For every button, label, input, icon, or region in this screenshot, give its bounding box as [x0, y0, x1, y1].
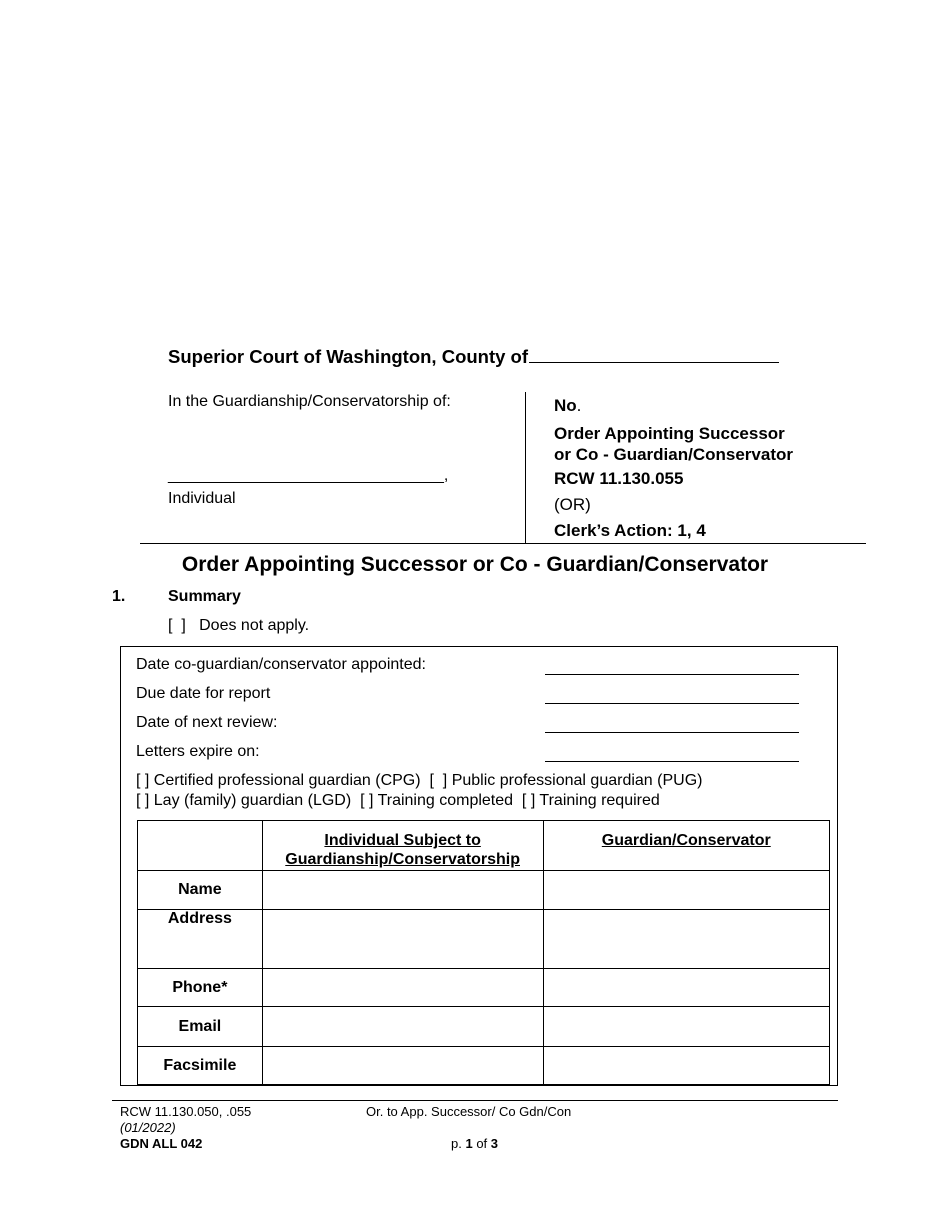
cell-guardian-facsimile[interactable]	[543, 1047, 829, 1085]
column-header-individual	[262, 821, 543, 871]
individual-name-blank: _______________________________,	[168, 467, 449, 484]
caption-doc-title-line2: or Co - Guardian/Conservator	[554, 445, 793, 464]
guardian-type-checkboxes-2[interactable]: [ ] Lay (family) guardian (LGD) [ ] Training completed [ ] Training required	[136, 792, 660, 809]
cell-individual-name[interactable]	[262, 871, 543, 910]
cell-individual-phone[interactable]	[262, 969, 543, 1007]
section-1-heading: Summary	[168, 588, 241, 605]
cell-guardian-email[interactable]	[543, 1007, 829, 1047]
cell-guardian-phone[interactable]	[543, 969, 829, 1007]
does-not-apply-checkbox[interactable]: [ ] Does not apply.	[168, 617, 310, 634]
clerks-action: Clerk’s Action: 1, 4	[554, 521, 706, 540]
cell-individual-email[interactable]	[262, 1007, 543, 1047]
case-caption-left	[168, 393, 451, 411]
footer-page-number	[451, 1136, 498, 1151]
caption-rcw: RCW 11.130.055	[554, 469, 684, 488]
caption-bottom-rule	[140, 543, 866, 544]
page-of: of	[472, 1136, 491, 1151]
page-current: 1	[465, 1136, 473, 1151]
county-blank	[529, 345, 779, 363]
page-total: 3	[490, 1136, 499, 1151]
field-date-appointed-label: Date co-guardian/conservator appointed:	[136, 656, 426, 673]
table-corner-cell	[138, 821, 263, 871]
field-due-date-line[interactable]	[545, 703, 799, 704]
page-prefix: p.	[451, 1136, 466, 1151]
column-header-individual-line2: Guardianship/Conservatorship	[285, 851, 520, 868]
field-date-appointed-line[interactable]	[545, 674, 799, 675]
caption-divider	[525, 392, 526, 543]
row-label-facsimile: Facsimile	[138, 1047, 263, 1085]
caption-code: (OR)	[554, 495, 591, 514]
document-title: Order Appointing Successor or Co - Guardian/Conservator	[181, 553, 769, 576]
guardian-type-checkboxes-1[interactable]: [ ] Certified professional guardian (CPG) [ ] Public professional guardian (PUG)	[136, 772, 703, 789]
cell-guardian-name[interactable]	[543, 871, 829, 910]
individual-label: Individual	[168, 490, 236, 507]
party-info-table	[137, 820, 830, 1085]
row-label-phone: Phone*	[138, 969, 263, 1007]
cell-individual-facsimile[interactable]	[262, 1047, 543, 1085]
field-letters-expire-label: Letters expire on:	[136, 743, 260, 760]
cell-individual-address[interactable]	[262, 910, 543, 969]
field-letters-expire-line[interactable]	[545, 761, 799, 762]
cell-guardian-address[interactable]	[543, 910, 829, 969]
court-heading	[168, 345, 779, 368]
footer-rule	[112, 1100, 838, 1101]
case-number	[554, 396, 581, 416]
case-number-label: No	[554, 396, 577, 415]
column-header-guardian: Guardian/Conservator	[543, 821, 829, 871]
caption-doc-title-line1: Order Appointing Successor	[554, 424, 785, 443]
field-due-date-label: Due date for report	[136, 685, 271, 702]
row-label-name: Name	[138, 871, 263, 910]
footer-form-id: GDN ALL 042	[120, 1136, 203, 1151]
section-1-number: 1.	[112, 588, 126, 605]
field-next-review-label: Date of next review:	[136, 714, 278, 731]
field-next-review-line[interactable]	[545, 732, 799, 733]
row-label-address: Address	[138, 910, 263, 969]
court-name: Superior Court of Washington, County of	[168, 346, 529, 367]
footer-date: (01/2022)	[120, 1120, 176, 1135]
in-the-matter-label: In the Guardianship/Conservatorship of:	[168, 393, 451, 410]
case-number-dot: .	[576, 396, 582, 415]
column-header-individual-line1: Individual Subject to	[324, 832, 481, 849]
footer-rcw: RCW 11.130.050, .055	[120, 1104, 252, 1119]
row-label-email: Email	[138, 1007, 263, 1047]
footer-short-title: Or. to App. Successor/ Co Gdn/Con	[366, 1104, 572, 1119]
caption-doc-title	[554, 423, 793, 465]
